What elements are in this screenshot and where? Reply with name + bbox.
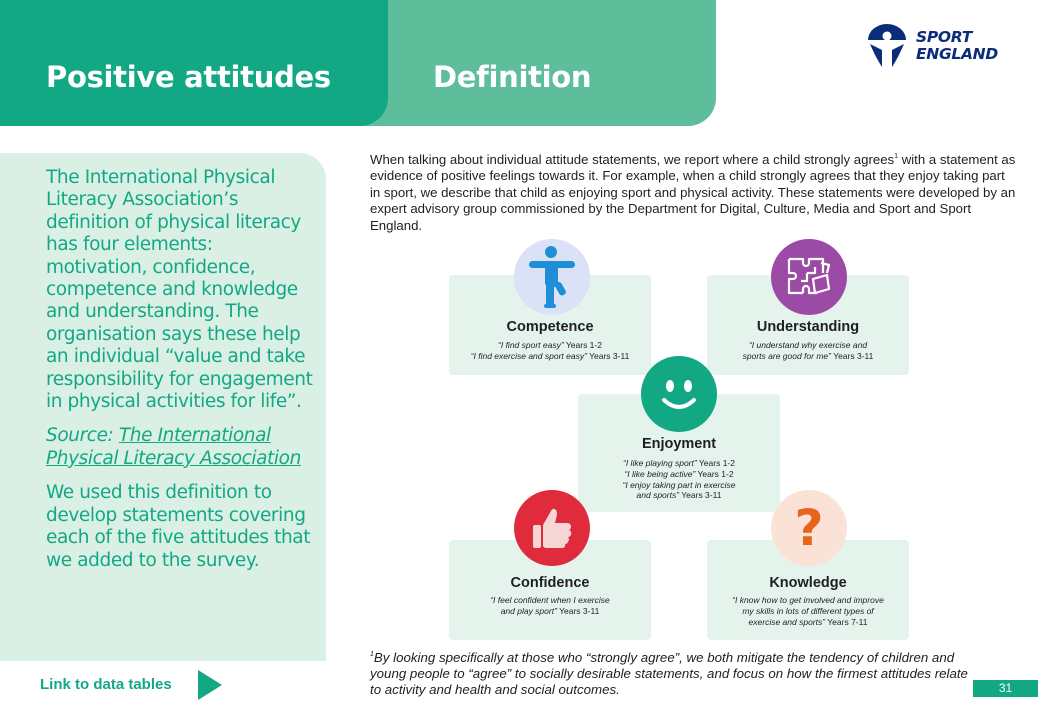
quote-line: sports are good for me” Years 3-11 <box>742 350 874 361</box>
quote-line: “I enjoy taking part in exercise <box>622 479 736 490</box>
quote-line: and sports” Years 3-11 <box>636 490 722 501</box>
balance-figure-icon <box>527 244 577 310</box>
knowledge-quotes <box>707 595 909 627</box>
quote-line: “I find exercise and sport easy” Years 3-11 <box>470 350 630 361</box>
logo-text-england: ENGLAND <box>916 45 998 63</box>
source-line <box>46 425 318 470</box>
footnote-marker: 1 <box>894 153 899 160</box>
positive-attitudes-tab <box>0 0 388 126</box>
intro-text-1: When talking about individual attitude statements, we report where a child strongly agrees <box>370 152 895 167</box>
footnote-number: 1 <box>370 651 374 658</box>
thumbs-up-icon <box>529 505 575 551</box>
source-link[interactable]: The International Physical Literacy Association <box>46 425 301 469</box>
intro-text-2: with a statement as evidence of positive feelings towards it. For example, when a child strongly agrees that they enjoy taking part in sport, we describe that child as enjoying sport and physical activity. These statements were developed by an expert advisory group commissioned by the Department for Digital, Culture, Media and Sport and Sport England. <box>370 152 1016 233</box>
intro-paragraph <box>370 149 1018 234</box>
quote-line: “I find sport easy” Years 1-2 <box>498 340 602 350</box>
enjoyment-circle <box>641 356 717 432</box>
definition-title: Definition <box>433 60 592 94</box>
confidence-circle <box>514 490 590 566</box>
statements-paragraph: We used this definition to develop statements covering each of the five attitudes that we added to the survey. <box>46 482 311 571</box>
quote-line: “I like being active” Years 1-2 <box>624 468 734 479</box>
competence-title: Competence <box>506 319 594 335</box>
page-number: 31 <box>973 680 1038 697</box>
sport-england-logo <box>866 24 1011 70</box>
definition-tab <box>340 0 716 126</box>
source-label: Source: <box>46 425 114 447</box>
confidence-quotes <box>449 595 651 617</box>
quote-line: and play sport” Years 3-11 <box>500 605 600 616</box>
page-title: Positive attitudes <box>46 60 331 94</box>
data-tables-arrow-icon[interactable] <box>198 670 222 700</box>
quote-line: “I know how to get involved and improve <box>732 595 884 605</box>
knowledge-circle <box>771 490 847 566</box>
understanding-title: Understanding <box>756 319 860 335</box>
competence-circle <box>514 239 590 315</box>
footnote-text: By looking specifically at those who “strongly agree”, we both mitigate the tendency of children and young people to “agree” to socially desirable statements, and focus on how the firmest attitudes relate to activity and health and social outcomes. <box>370 650 968 698</box>
quote-line: exercise and sports” Years 7-11 <box>748 616 868 627</box>
quote-line: “I feel confident when I exercise <box>490 595 610 605</box>
smiley-icon <box>651 366 707 422</box>
definition-paragraph: The International Physical Literacy Association’s definition of physical literacy has four elements: motivation, confidence, competence and knowledge and understanding. The organisation says these help an individual “value and take responsibility for engagement in physical activities for life”. <box>46 167 313 413</box>
confidence-title: Confidence <box>510 575 590 591</box>
enjoyment-title: Enjoyment <box>641 436 717 452</box>
understanding-circle <box>771 239 847 315</box>
enjoyment-quotes <box>578 458 780 501</box>
footnote <box>370 647 970 699</box>
sport-england-logo-mark-icon <box>866 24 908 68</box>
quote-line: my skills in lots of different types of <box>742 605 874 616</box>
puzzle-icon <box>785 253 833 301</box>
knowledge-title: Knowledge <box>769 575 847 591</box>
question-mark-icon: ? <box>794 499 824 557</box>
quote-line: “I understand why exercise and <box>748 340 868 350</box>
understanding-quotes <box>707 340 909 362</box>
logo-text-sport: SPORT <box>916 28 973 46</box>
left-panel <box>0 153 326 661</box>
competence-quotes <box>449 340 651 362</box>
quote-line: “I like playing sport” Years 1-2 <box>623 458 735 468</box>
data-tables-link[interactable]: Link to data tables <box>40 676 172 693</box>
